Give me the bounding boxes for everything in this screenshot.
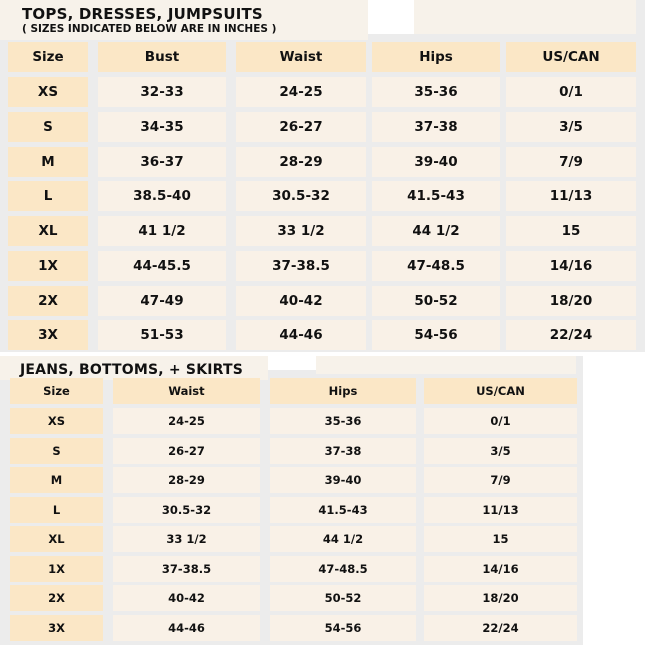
- size-label-cell: XS: [10, 408, 103, 434]
- table-cell: 37-38: [372, 112, 500, 142]
- table-cell: 35-36: [372, 77, 500, 107]
- table-cell: 44-46: [113, 615, 260, 641]
- table-cell: 50-52: [372, 286, 500, 316]
- table-cell: 37-38: [270, 438, 416, 464]
- size-label-cell: XL: [10, 526, 103, 552]
- column-header-size: Size: [10, 378, 103, 404]
- table-cell: 54-56: [270, 615, 416, 641]
- size-label-cell: L: [10, 497, 103, 523]
- title-bar-gap: [368, 0, 414, 34]
- table-cell: 22/24: [424, 615, 577, 641]
- table-cell: 30.5-32: [236, 181, 366, 211]
- size-label-cell: 2X: [8, 286, 88, 316]
- title-bar-extension: [316, 356, 576, 374]
- table-cell: 22/24: [506, 320, 636, 350]
- bottoms-chart-title: JEANS, BOTTOMS, + SKIRTS: [20, 362, 244, 378]
- column-header-us-can: US/CAN: [506, 42, 636, 72]
- table-cell: 26-27: [236, 112, 366, 142]
- column-header-waist: Waist: [236, 42, 366, 72]
- table-cell: 41.5-43: [372, 181, 500, 211]
- table-cell: 41.5-43: [270, 497, 416, 523]
- table-cell: 37-38.5: [113, 556, 260, 582]
- table-cell: 33 1/2: [236, 216, 366, 246]
- table-cell: 39-40: [270, 467, 416, 493]
- column-header-hips: Hips: [270, 378, 416, 404]
- table-cell: 50-52: [270, 585, 416, 611]
- table-cell: 24-25: [113, 408, 260, 434]
- table-cell: 47-48.5: [372, 251, 500, 281]
- column-header-waist: Waist: [113, 378, 260, 404]
- size-label-cell: 1X: [8, 251, 88, 281]
- size-label-cell: 3X: [8, 320, 88, 350]
- table-cell: 28-29: [236, 147, 366, 177]
- table-cell: 35-36: [270, 408, 416, 434]
- table-cell: 24-25: [236, 77, 366, 107]
- table-cell: 47-49: [98, 286, 226, 316]
- table-cell: 18/20: [506, 286, 636, 316]
- title-bar-extension: [414, 0, 636, 34]
- table-cell: 30.5-32: [113, 497, 260, 523]
- table-cell: 32-33: [98, 77, 226, 107]
- table-cell: 41 1/2: [98, 216, 226, 246]
- table-cell: 11/13: [424, 497, 577, 523]
- table-cell: 51-53: [98, 320, 226, 350]
- table-cell: 40-42: [236, 286, 366, 316]
- column-header-size: Size: [8, 42, 88, 72]
- table-cell: 47-48.5: [270, 556, 416, 582]
- table-cell: 44 1/2: [270, 526, 416, 552]
- table-cell: 18/20: [424, 585, 577, 611]
- column-header-bust: Bust: [98, 42, 226, 72]
- table-cell: 3/5: [424, 438, 577, 464]
- table-cell: 0/1: [506, 77, 636, 107]
- size-label-cell: M: [8, 147, 88, 177]
- column-header-hips: Hips: [372, 42, 500, 72]
- table-cell: 15: [506, 216, 636, 246]
- table-cell: 3/5: [506, 112, 636, 142]
- size-label-cell: 1X: [10, 556, 103, 582]
- table-cell: 54-56: [372, 320, 500, 350]
- size-label-cell: L: [8, 181, 88, 211]
- table-cell: 36-37: [98, 147, 226, 177]
- table-cell: 15: [424, 526, 577, 552]
- table-cell: 7/9: [506, 147, 636, 177]
- table-cell: 44 1/2: [372, 216, 500, 246]
- table-cell: 28-29: [113, 467, 260, 493]
- title-bar-gap: [268, 356, 316, 370]
- table-cell: 37-38.5: [236, 251, 366, 281]
- table-cell: 14/16: [506, 251, 636, 281]
- table-cell: 33 1/2: [113, 526, 260, 552]
- size-label-cell: XL: [8, 216, 88, 246]
- table-cell: 11/13: [506, 181, 636, 211]
- column-header-us-can: US/CAN: [424, 378, 577, 404]
- table-cell: 40-42: [113, 585, 260, 611]
- size-label-cell: S: [10, 438, 103, 464]
- table-cell: 44-46: [236, 320, 366, 350]
- table-cell: 0/1: [424, 408, 577, 434]
- size-label-cell: XS: [8, 77, 88, 107]
- tops-chart-subtitle: ( SIZES INDICATED BELOW ARE IN INCHES ): [22, 23, 277, 35]
- size-label-cell: 2X: [10, 585, 103, 611]
- tops-chart-title: TOPS, DRESSES, JUMPSUITS: [22, 5, 263, 23]
- size-label-cell: 3X: [10, 615, 103, 641]
- table-cell: 34-35: [98, 112, 226, 142]
- table-cell: 38.5-40: [98, 181, 226, 211]
- table-cell: 44-45.5: [98, 251, 226, 281]
- table-cell: 26-27: [113, 438, 260, 464]
- table-cell: 7/9: [424, 467, 577, 493]
- bottoms-size-chart: [0, 356, 583, 645]
- table-cell: 39-40: [372, 147, 500, 177]
- size-label-cell: M: [10, 467, 103, 493]
- size-label-cell: S: [8, 112, 88, 142]
- table-cell: 14/16: [424, 556, 577, 582]
